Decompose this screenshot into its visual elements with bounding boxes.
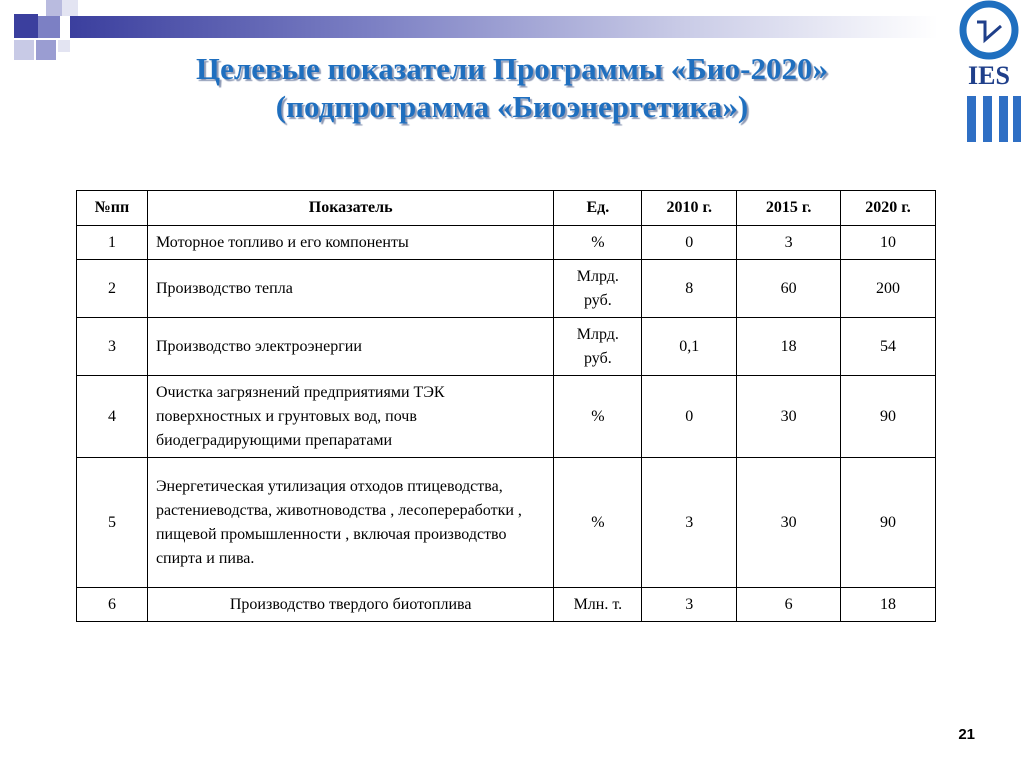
cell-num: 2: [77, 260, 148, 318]
cell-2015: 3: [737, 226, 841, 260]
cell-indicator: Производство электроэнергии: [147, 318, 553, 376]
table-row: [77, 260, 936, 318]
cell-2020: 90: [841, 376, 936, 458]
cell-num: 1: [77, 226, 148, 260]
table-row: [77, 226, 936, 260]
page-number: 21: [958, 726, 975, 743]
header-2020: 2020 г.: [841, 191, 936, 226]
decor-square: [14, 14, 38, 38]
title-line-1: Целевые показатели Программы «Био-2020»: [196, 51, 828, 86]
cell-unit: Млрд. руб.: [554, 318, 642, 376]
cell-unit: Млрд. руб.: [554, 260, 642, 318]
table-row: [77, 376, 936, 458]
header-2010: 2010 г.: [642, 191, 737, 226]
cell-num: 6: [77, 588, 148, 622]
cell-2020: 90: [841, 458, 936, 588]
header-num: №пп: [77, 191, 148, 226]
cell-indicator: Производство твердого биотоплива: [147, 588, 553, 622]
cell-unit: %: [554, 226, 642, 260]
cell-indicator: Моторное топливо и его компоненты: [147, 226, 553, 260]
cell-2010: 8: [642, 260, 737, 318]
cell-2015: 30: [737, 376, 841, 458]
title-line-2: (подпрограмма «Биоэнергетика»): [275, 89, 749, 124]
table-row: [77, 318, 936, 376]
cell-2020: 200: [841, 260, 936, 318]
header-unit: Ед.: [554, 191, 642, 226]
cell-2010: 0,1: [642, 318, 737, 376]
cell-unit: %: [554, 376, 642, 458]
decor-square: [38, 16, 60, 38]
cell-2020: 10: [841, 226, 936, 260]
decor-square: [62, 0, 78, 16]
cell-2015: 6: [737, 588, 841, 622]
decor-square: [46, 0, 62, 16]
cell-num: 4: [77, 376, 148, 458]
page-title: [0, 50, 1024, 126]
table-row: [77, 588, 936, 622]
cell-2015: 60: [737, 260, 841, 318]
cell-indicator: Производство тепла: [147, 260, 553, 318]
cell-indicator: Энергетическая утилизация отходов птицеводства, растениеводства, животноводства , лесопереработки , пищевой промышленности , включая производство спирта и пива.: [147, 458, 553, 588]
cell-2010: 0: [642, 226, 737, 260]
cell-2015: 18: [737, 318, 841, 376]
cell-unit: %: [554, 458, 642, 588]
cell-num: 3: [77, 318, 148, 376]
cell-2010: 3: [642, 588, 737, 622]
table-header-row: [77, 191, 936, 226]
table-row: [77, 458, 936, 588]
header-gradient-bar: [70, 16, 938, 38]
header-indicator: Показатель: [147, 191, 553, 226]
cell-2010: 3: [642, 458, 737, 588]
header-2015: 2015 г.: [737, 191, 841, 226]
cell-2015: 30: [737, 458, 841, 588]
cell-2020: 18: [841, 588, 936, 622]
cell-indicator: Очистка загрязнений предприятиями ТЭК поверхностных и грунтовых вод, почв биодеградирующими препаратами: [147, 376, 553, 458]
logo-text: IES: [968, 61, 1010, 90]
cell-unit: Млн. т.: [554, 588, 642, 622]
cell-2010: 0: [642, 376, 737, 458]
cell-2020: 54: [841, 318, 936, 376]
indicators-table: [76, 190, 936, 622]
cell-num: 5: [77, 458, 148, 588]
